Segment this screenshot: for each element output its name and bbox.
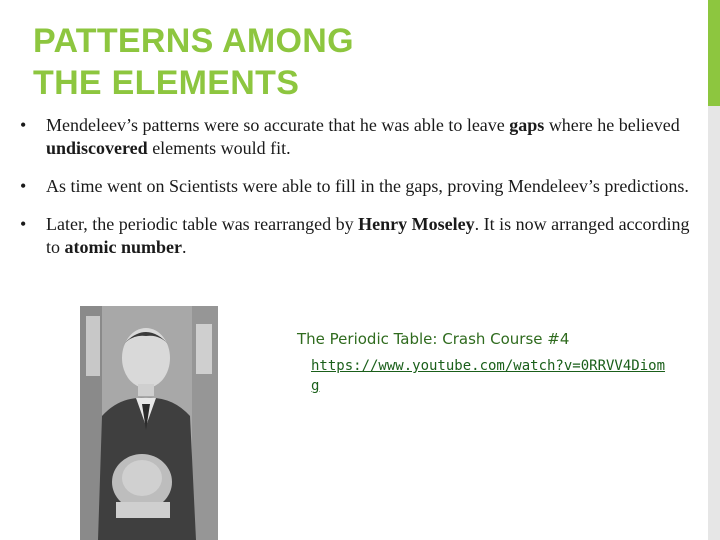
bullet-item-moseley: [20, 213, 690, 259]
title-line-2: THE ELEMENTS: [33, 64, 300, 102]
bullet-text: Later, the periodic table was rearranged by: [46, 214, 359, 234]
bullet-text: where he believed: [544, 115, 680, 135]
accent-bar-bottom: [708, 106, 720, 540]
bullet-text: .: [182, 237, 187, 257]
title-line-1: PATTERNS AMONG: [33, 22, 354, 60]
bullet-mark: •: [20, 214, 27, 234]
bullet-mark: •: [20, 115, 27, 135]
bullet-text: elements would fit.: [147, 138, 291, 158]
portrait-icon: [80, 306, 218, 540]
video-caption: The Periodic Table: Crash Course #4: [297, 330, 570, 348]
bullet-text: . It is now arranged according to: [46, 214, 690, 257]
slide-title: [33, 20, 354, 104]
moseley-portrait-photo: [80, 306, 218, 540]
bullet-emphasis: Henry Moseley: [358, 214, 475, 234]
bullet-emphasis: undiscovered: [46, 138, 148, 158]
bullet-item-gaps: [20, 114, 690, 160]
accent-bar-top: [708, 0, 720, 106]
video-link[interactable]: https://www.youtube.com/watch?v=0RRVV4Diomg: [311, 358, 666, 394]
bullet-emphasis: gaps: [509, 115, 545, 135]
bullet-list: [20, 114, 690, 259]
bullet-emphasis: atomic number: [64, 237, 182, 257]
bullet-mark: •: [20, 176, 27, 196]
bullet-text: As time went on Scientists were able to fill in the gaps, proving Mendeleev’s predictions.: [46, 176, 689, 196]
bullet-text: Mendeleev’s patterns were so accurate that he was able to leave: [46, 115, 510, 135]
bullet-item-predictions: [20, 175, 690, 198]
